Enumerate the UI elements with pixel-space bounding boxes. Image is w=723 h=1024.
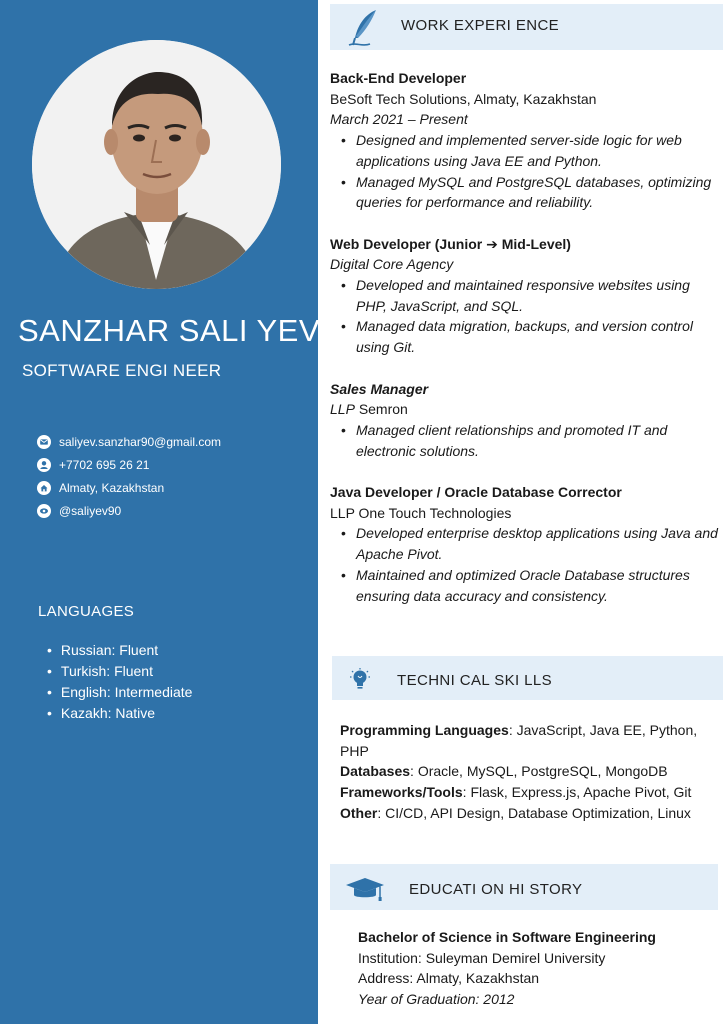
language-item: • Russian: Fluent: [47, 640, 192, 661]
language-item: • Kazakh: Native: [47, 703, 192, 724]
education-heading: EDUCATI ON HI STORY: [409, 881, 583, 898]
job-bullet: • Developed and maintained responsive websites using PHP, JavaScript, and SQL.: [356, 275, 720, 316]
contact-address: [37, 481, 164, 495]
profile-name: SANZHAR SALI YEV: [18, 313, 321, 348]
skills-label: Programming Languages: [340, 722, 509, 738]
technical-skills-heading: TECHNI CAL SKI LLS: [397, 672, 553, 689]
phone-text: +7702 695 26 21: [59, 458, 150, 472]
work-experience-section: [330, 68, 720, 627]
job-entry: [330, 68, 720, 213]
profile-title: SOFTWARE ENGI NEER: [22, 361, 222, 380]
quill-pen-icon: [346, 8, 382, 48]
job-bullet: • Designed and implemented server-side logic for web applications using Java EE and Python.: [356, 130, 720, 171]
contact-phone[interactable]: [37, 458, 149, 472]
language-item: • English: Intermediate: [47, 682, 192, 703]
graduation-year: Year of Graduation: 2012: [358, 991, 515, 1008]
company-name: Semron: [358, 401, 408, 418]
work-experience-heading: WORK EXPERI ENCE: [401, 17, 560, 34]
profile-photo: [32, 40, 281, 289]
education-section: [358, 927, 718, 1010]
education-header: [330, 864, 718, 910]
skills-value: : JavaScript, Java EE, Python, PHP: [340, 722, 698, 759]
job-bullet: • Managed data migration, backups, and version control using Git.: [356, 316, 720, 357]
job-company: BeSoft Tech Solutions, Almaty, Kazakhstan: [330, 90, 597, 107]
degree: Bachelor of Science in Software Engineering: [358, 929, 656, 945]
job-title: Web Developer (Junior ➔ Mid-Level): [330, 235, 571, 252]
skills-row: [340, 761, 718, 782]
envelope-icon: [37, 435, 51, 449]
job-entry: [330, 482, 720, 606]
job-title: Sales Manager: [330, 380, 429, 397]
lightbulb-icon: [349, 667, 371, 691]
handle-text: @saliyev90: [59, 504, 122, 518]
job-title: Back-End Developer: [330, 70, 467, 86]
skills-row: [340, 782, 718, 803]
job-title: Java Developer / Oracle Database Corrector: [330, 484, 622, 501]
job-company: LLP One Touch Technologies: [330, 504, 512, 521]
sidebar: [0, 0, 321, 1024]
company-prefix: LLP: [330, 401, 355, 418]
languages-list: [47, 640, 192, 724]
job-dates: March 2021 – Present: [330, 111, 468, 128]
language-item: • Turkish: Fluent: [47, 661, 192, 682]
graduation-cap-icon: [345, 877, 385, 903]
job-bullet: • Managed MySQL and PostgreSQL databases, optimizing queries for performance and reliability.: [356, 172, 720, 213]
address-text: Almaty, Kazakhstan: [59, 481, 165, 495]
home-icon: [37, 481, 51, 495]
technical-skills-header: [332, 656, 723, 700]
skills-value: : Flask, Express.js, Apache Pivot, Git: [462, 784, 692, 801]
user-icon: [37, 458, 51, 472]
technical-skills-section: [340, 720, 718, 824]
work-experience-header: [330, 4, 723, 50]
skills-row: [340, 720, 718, 761]
person-portrait-icon: [32, 40, 281, 289]
languages-heading: LANGUAGES: [38, 603, 135, 620]
job-bullet: • Developed enterprise desktop applications using Java and Apache Pivot.: [356, 523, 720, 564]
skills-value: : CI/CD, API Design, Database Optimization, Linux: [377, 804, 691, 821]
contact-email[interactable]: [37, 435, 221, 449]
skills-label: Databases: [340, 763, 411, 780]
job-bullet: • Managed client relationships and promoted IT and electronic solutions.: [356, 420, 720, 461]
email-text: saliyev.sanzhar90@gmail.com: [59, 435, 222, 449]
institution: Institution: Suleyman Demirel University: [358, 949, 606, 966]
job-company: [330, 399, 720, 420]
job-entry: [330, 234, 720, 358]
contact-handle[interactable]: [37, 504, 121, 518]
job-company: Digital Core Agency: [330, 256, 454, 273]
education-address: Address: Almaty, Kazakhstan: [358, 970, 540, 987]
skills-label: Frameworks/Tools: [340, 784, 463, 801]
skills-value: : Oracle, MySQL, PostgreSQL, MongoDB: [410, 763, 668, 780]
eye-icon: [37, 504, 51, 518]
job-entry: [330, 379, 720, 462]
skills-label: Other: [340, 804, 378, 821]
skills-row: [340, 803, 718, 824]
job-bullet: • Maintained and optimized Oracle Database structures ensuring data accuracy and consistency.: [356, 565, 720, 606]
